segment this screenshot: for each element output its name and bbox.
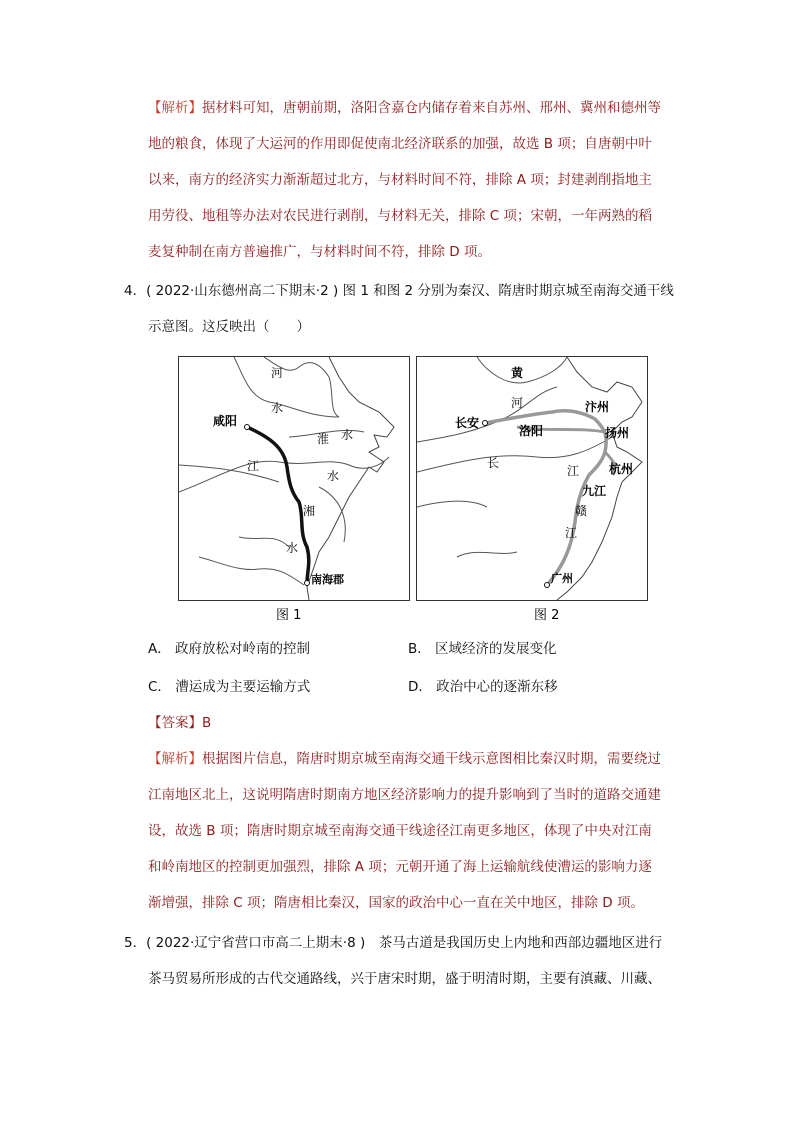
- q4-analysis-line-2: 江南地区北上，这说明隋唐时期南方地区经济影响力的提升影响到了当时的道路交通建: [148, 787, 661, 803]
- map2-label-jiang2: 江: [565, 526, 578, 540]
- map2-label-yangzhou: 扬州: [605, 426, 630, 440]
- map2-label-chang: 长: [487, 456, 500, 470]
- option-d[interactable]: D． 政治中心的逐渐东移: [408, 679, 558, 695]
- analysis3-line-4: 用劳役、地租等办法对农民进行剥削，与材料无关，排除 C 项；宋朝，一年两熟的稻: [148, 208, 653, 224]
- map-2-caption: 图 2: [534, 608, 560, 623]
- route-qinhan: [247, 427, 309, 583]
- q5-stem-line-1: 5．( 2022·辽宁省营口市高二上期末·8 ) 茶马古道是我国历史上内地和西部边疆地区进行: [124, 935, 663, 951]
- q4-analysis-tag: 【解析】: [148, 751, 202, 767]
- map1-label-he: 河: [271, 366, 284, 380]
- map2-label-changan: 长安: [455, 416, 480, 430]
- map-1-svg: [179, 357, 409, 600]
- map-figure-1: [178, 356, 410, 601]
- map2-label-hangzhou: 杭州: [609, 462, 634, 476]
- analysis3-tag: 【解析】: [148, 100, 202, 116]
- analysis3-line-1: [148, 99, 661, 117]
- map1-label-shui3: 水: [327, 469, 340, 483]
- q4-stem-line-2: 示意图。这反映出（ ）: [148, 319, 310, 335]
- map1-label-shui1: 水: [271, 401, 284, 415]
- analysis3-line-2: 地的粮食，体现了大运河的作用即促使南北经济联系的加强，故选 B 项；自唐朝中叶: [148, 136, 652, 152]
- option-a[interactable]: A． 政府放松对岭南的控制: [148, 641, 311, 657]
- map2-label-guangzhou: 广州: [551, 572, 573, 585]
- map1-label-xiang: 湘: [303, 504, 316, 518]
- option-c[interactable]: C． 漕运成为主要运输方式: [148, 679, 311, 695]
- map1-label-huai: 淮: [317, 432, 330, 446]
- q4-analysis-text-1: 根据图片信息，隋唐时期京城至南海交通干线示意图相比秦汉时期，需要绕过: [202, 751, 661, 767]
- map1-label-shui2: 水: [341, 428, 354, 442]
- map2-label-jiujiang: 九江: [582, 484, 607, 498]
- map1-label-jiang: 江: [247, 459, 260, 473]
- q5-stem-line-2: 茶马贸易所形成的古代交通路线，兴于唐宋时期，盛于明清时期，主要有滇藏、川藏、: [148, 971, 661, 987]
- analysis3-text-1: 据材料可知，唐朝前期，洛阳含嘉仓内储存着来自苏州、邢州、冀州和德州等: [202, 100, 661, 116]
- map2-label-he: 河: [511, 396, 524, 410]
- map-1-caption: 图 1: [276, 608, 302, 623]
- map-figure-2: [416, 356, 648, 601]
- q4-stem-line-1: 4．( 2022·山东德州高二下期末·2 ) 图 1 和图 2 分别为秦汉、隋唐时期京城至南海交通干线: [124, 283, 674, 299]
- map1-label-shui4: 水: [286, 541, 299, 555]
- q4-analysis-line-4: 和岭南地区的控制更加强烈，排除 A 项；元朝开通了海上运输航线使漕运的影响力逐: [148, 859, 652, 875]
- map-2-svg: [417, 357, 647, 600]
- map1-label-nanhai: 南海郡: [311, 573, 344, 586]
- analysis3-line-5: 麦复种制在南方普遍推广，与材料时间不符，排除 D 项。: [148, 244, 491, 260]
- q4-analysis-line-1: [148, 750, 661, 768]
- map2-label-luoyang: 洛阳: [519, 424, 544, 438]
- analysis3-line-3: 以来，南方的经济实力渐渐超过北方，与材料时间不符，排除 A 项；封建剥削指地主: [148, 172, 652, 188]
- map2-label-bianzhou: 汴州: [585, 400, 610, 414]
- q4-analysis-line-3: 设，故选 B 项；隋唐时期京城至南海交通干线途径江南更多地区，体现了中央对江南: [148, 823, 652, 839]
- q4-analysis-line-5: 渐增强，排除 C 项；隋唐相比秦汉，国家的政治中心一直在关中地区，排除 D 项。: [148, 895, 644, 911]
- q4-answer: 【答案】B: [148, 715, 212, 731]
- map1-label-xianyang: 咸阳: [213, 414, 238, 428]
- map2-label-huang: 黄: [511, 366, 524, 380]
- map2-label-jiang: 江: [567, 464, 580, 478]
- map2-label-gan: 赣: [575, 504, 588, 518]
- option-b[interactable]: B． 区域经济的发展变化: [408, 641, 557, 657]
